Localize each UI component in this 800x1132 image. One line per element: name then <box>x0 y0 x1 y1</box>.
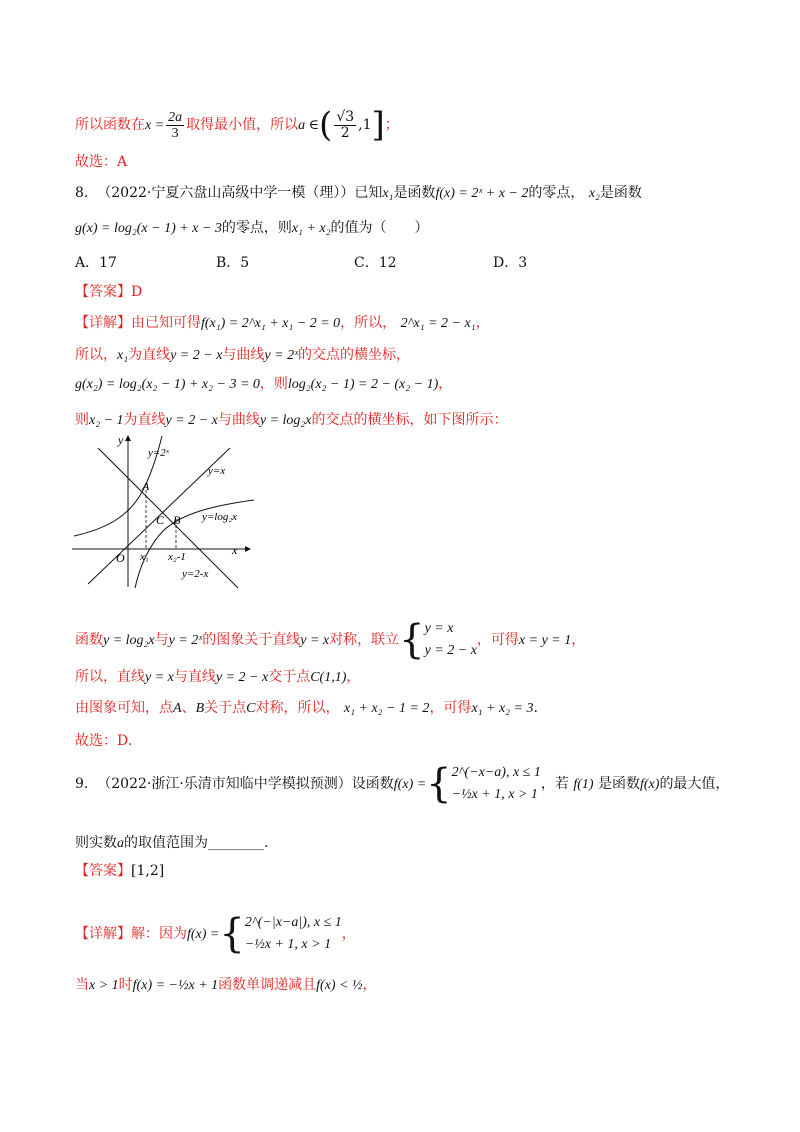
choice-line-a: 故选：A <box>75 154 128 170</box>
answer-9: 【答案】[1,2] <box>75 863 165 879</box>
answer-blank[interactable]: ________ <box>208 835 264 851</box>
fraction-2a-over-3: $\frac{2a}{3}$ <box>168 109 183 141</box>
point-c-label: C <box>156 513 165 527</box>
point-b-label: B <box>173 513 181 527</box>
fraction-sqrt3-over-2: $\frac{√3}{2}$ <box>336 108 355 141</box>
tick-x1-label: x₁ <box>140 551 149 563</box>
detail-8-line-5: 函数y = log₂x与y = 2ˣ的图象关于直线y = x对称，联立{ y = x y = 2 − x ，可得x = y = 1， <box>75 617 586 663</box>
detail-8-line-3: g(x₂) = log₂(x₂ − 1) + x₂ − 3 = 0，则log₂(x₂ − 1) = 2 − (x₂ − 1)， <box>75 376 453 392</box>
question-source: （2022·浙江·乐清市知临中学模拟预测） <box>97 776 352 792</box>
question-8-line-2: g(x) = log₂(x − 1) + x − 3的零点，则x₁ + x₂的值为（ ） <box>75 220 429 236</box>
question-source: （2022·宁夏六盘山高级中学一模（理）） <box>97 185 355 201</box>
option-b[interactable]: B．5 <box>216 255 250 271</box>
detail-8-line-1: 【详解】由已知可得f(x₁) = 2^x₁ + x₁ − 2 = 0，所以， 2^x₁ = 2 − x₁， <box>75 315 490 331</box>
identity-label: y=x <box>208 465 226 477</box>
log-label: y=log₂x <box>202 511 238 523</box>
question-8-line-1: 8. （2022·宁夏六盘山高级中学一模（理））已知x₁是函数f(x) = 2ˣ + x − 2的零点， x₂是函数 <box>75 185 642 201</box>
exp-label: y=2ˣ <box>148 447 169 459</box>
detail-9-line-2: 当x > 1时f(x) = −½x + 1函数单调递减且f(x) < ½， <box>75 977 377 993</box>
tick-x2-label: x₂-1 <box>168 551 186 563</box>
system-of-equations: y = x y = 2 − x <box>424 621 477 658</box>
choice-line-d: 故选：D. <box>75 733 133 749</box>
detail-8-line-2: 所以，x₁为直线y = 2 − x与曲线y = 2ˣ的交点的横坐标， <box>75 347 411 363</box>
option-a[interactable]: A．17 <box>75 255 117 271</box>
x-axis-label: x <box>232 543 238 557</box>
piecewise-function: 2^(−x−a), x ≤ 1 −½x + 1, x > 1 <box>451 765 541 802</box>
point-a-label: A <box>142 479 150 493</box>
detail-9-line-1: 【详解】解：因为f(x) ={ 2^(−|x−a|), x ≤ 1 −½x + 1, x > 1 ， <box>75 911 356 957</box>
question-9-line-1: 9. （2022·浙江·乐清市知临中学模拟预测）设函数f(x) ={ 2^(−x−a), x ≤ 1 −½x + 1, x > 1 ，若 f(1) 是函数f(x)的最大值， <box>75 761 730 807</box>
question-9-line-2: 则实数a的取值范围为________. <box>75 835 269 851</box>
answer-8: 【答案】D <box>75 284 143 300</box>
solution-line-min-value: 所以函数在x = $\frac{2a}{3}$ 取得最小值，所以a ∈( $\frac{√3}{2}$ ,1]； <box>75 105 399 145</box>
line-label: y=2-x <box>182 568 209 580</box>
function-graph <box>70 432 260 592</box>
detail-8-line-6: 所以，直线y = x与直线y = 2 − x交于点C(1,1)， <box>75 669 361 685</box>
piecewise-function: 2^(−|x−a|), x ≤ 1 −½x + 1, x > 1 <box>244 915 342 952</box>
option-c[interactable]: C．12 <box>354 255 397 271</box>
option-d[interactable]: D．3 <box>493 255 528 271</box>
detail-8-line-4: 则x₂ − 1为直线y = 2 − x与曲线y = log₂x的交点的横坐标，如下图所示： <box>75 412 508 428</box>
detail-8-line-7: 由图象可知，点A、B关于点C对称，所以， x₁ + x₂ − 1 = 2，可得x₁ + x₂ = 3. <box>75 700 538 716</box>
y-axis-label: y <box>118 433 124 447</box>
origin-label: O <box>116 551 125 565</box>
